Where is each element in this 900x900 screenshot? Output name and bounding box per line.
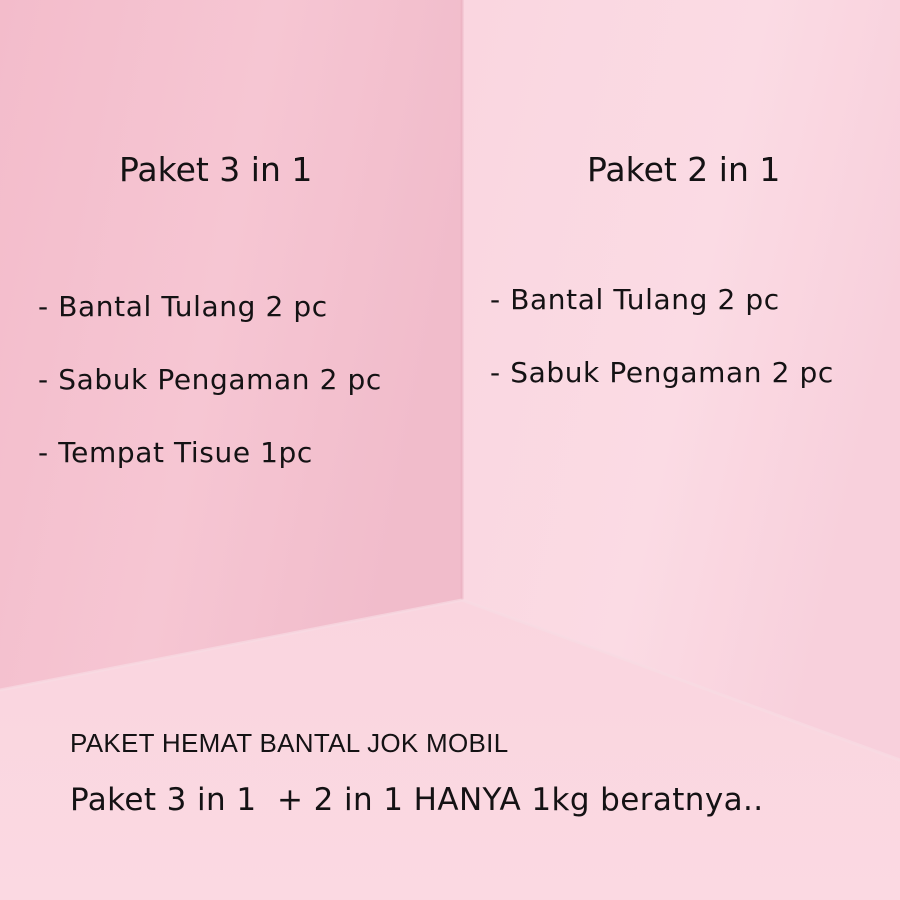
package-2in1-item: - Sabuk Pengaman 2 pc <box>490 356 834 389</box>
package-2in1-title: Paket 2 in 1 <box>587 150 781 189</box>
promo-tagline: Paket 3 in 1 + 2 in 1 HANYA 1kg beratnya.. <box>70 782 764 818</box>
package-3in1-item: - Sabuk Pengaman 2 pc <box>38 363 382 396</box>
left-wall <box>0 0 462 690</box>
package-2in1-item: - Bantal Tulang 2 pc <box>490 283 780 316</box>
package-3in1-title: Paket 3 in 1 <box>119 150 313 189</box>
promo-headline: PAKET HEMAT BANTAL JOK MOBIL <box>70 728 509 758</box>
package-3in1-item: - Bantal Tulang 2 pc <box>38 290 328 323</box>
package-3in1-item: - Tempat Tisue 1pc <box>38 436 313 469</box>
